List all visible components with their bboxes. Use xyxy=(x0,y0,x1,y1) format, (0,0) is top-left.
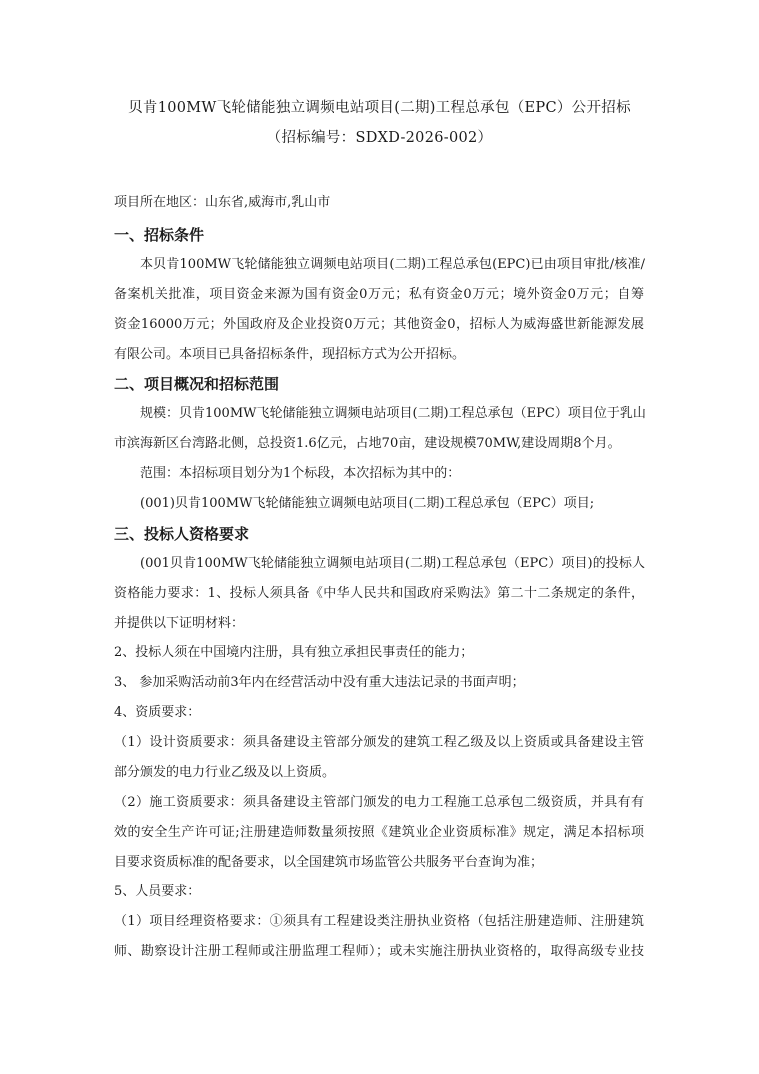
paragraph-line: 备案机关批准，项目资金来源为国有资金0万元；私有资金0万元；境外资金0万元；自筹 xyxy=(114,287,644,302)
paragraph-line: （2）施工资质要求：须具备建设主管部门颁发的电力工程施工总承包二级资质，并具有有 xyxy=(114,795,644,810)
paragraph-line: (001贝肯100MW飞轮储能独立调频电站项目(二期)工程总承包（EPC）项目)的投标人 xyxy=(140,556,645,571)
section-heading-tender-conditions: 一、招标条件 xyxy=(114,226,205,244)
paragraph-line: 资格能力要求：1、投标人须具备《中华人民共和国政府采购法》第二十二条规定的条件， xyxy=(114,586,644,601)
document-title: 贝肯100MW飞轮储能独立调频电站项目(二期)工程总承包（EPC）公开招标 xyxy=(128,100,631,116)
paragraph-line: 部分颁发的电力行业乙级及以上资质。 xyxy=(114,765,336,780)
paragraph-line: 范围：本招标项目划分为1个标段，本次招标为其中的： xyxy=(140,466,461,481)
section-heading-project-overview: 二、项目概况和招标范围 xyxy=(114,375,280,393)
paragraph-line: （1）项目经理资格要求：①须具有工程建设类注册执业资格（包括注册建造师、注册建筑 xyxy=(114,914,644,929)
paragraph-line: (001)贝肯100MW飞轮储能独立调频电站项目(二期)工程总承包（EPC）项目; xyxy=(140,496,595,511)
paragraph-line: 市滨海新区台湾路北侧，总投资1.6亿元，占地70亩，建设规模70MW,建设周期8个月。 xyxy=(114,436,621,451)
paragraph-line: 并提供以下证明材料： xyxy=(114,616,245,631)
paragraph-line: 2、投标人须在中国境内注册，具有独立承担民事责任的能力； xyxy=(114,645,474,660)
paragraph-line: 规模：贝肯100MW飞轮储能独立调频电站项目(二期)工程总承包（EPC）项目位于乳山 xyxy=(140,406,646,421)
paragraph-line: 有限公司。本项目已具备招标条件，现招标方式为公开招标。 xyxy=(114,347,466,362)
project-location: 项目所在地区：山东省,威海市,乳山市 xyxy=(114,195,331,210)
paragraph-line: 4、资质要求： xyxy=(114,705,201,720)
paragraph-line: 效的安全生产许可证;注册建造师数量须按照《建筑业企业资质标准》规定，满足本招标项 xyxy=(114,825,644,840)
document-subtitle: （招标编号：SDXD-2026-002） xyxy=(266,130,493,146)
paragraph-line: 3、 参加采购活动前3年内在经营活动中没有重大违法记录的书面声明； xyxy=(114,675,525,690)
paragraph-line: 资金16000万元；外国政府及企业投资0万元；其他资金0，招标人为威海盛世新能源发展 xyxy=(114,317,644,332)
paragraph-line: 本贝肯100MW飞轮储能独立调频电站项目(二期)工程总承包(EPC)已由项目审批/核准/ xyxy=(140,257,645,272)
paragraph-line: 师、勘察设计注册工程师或注册监理工程师）；或未实施注册执业资格的，取得高级专业技 xyxy=(114,944,644,959)
section-heading-bidder-qualification: 三、投标人资格要求 xyxy=(114,525,250,543)
paragraph-line: 5、人员要求： xyxy=(114,884,201,899)
paragraph-line: 目要求资质标准的配备要求，以全国建筑市场监管公共服务平台查询为准； xyxy=(114,855,544,870)
paragraph-line: （1）设计资质要求：须具备建设主管部分颁发的建筑工程乙级及以上资质或具备建设主管 xyxy=(114,735,644,750)
